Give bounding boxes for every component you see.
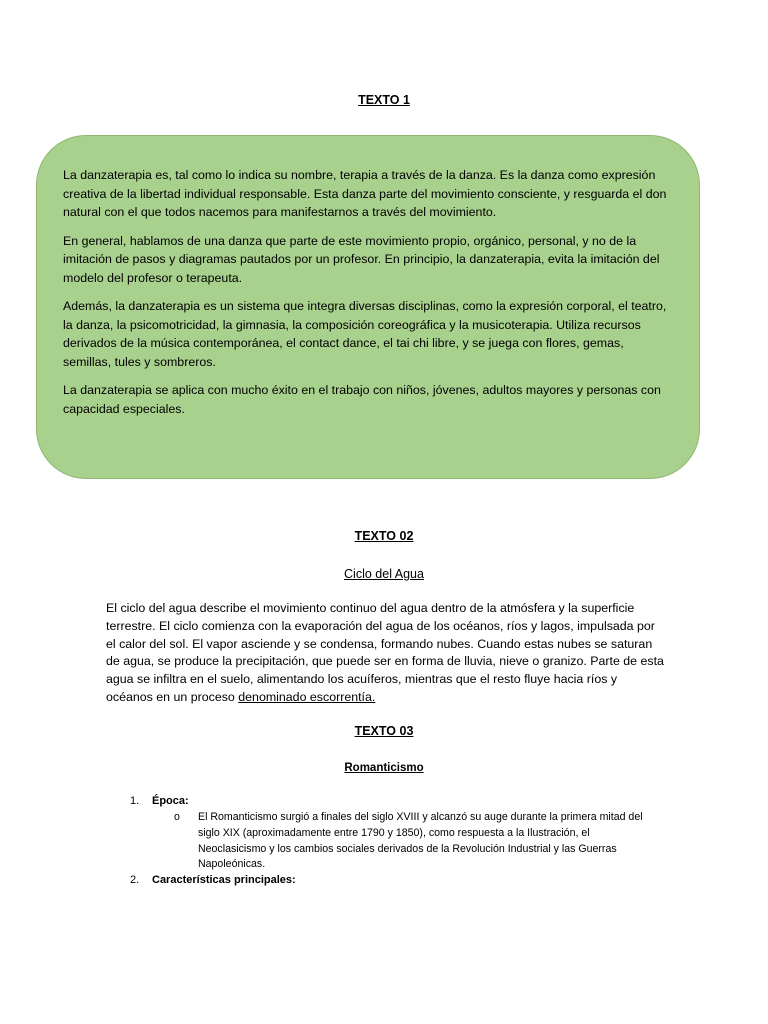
list-item-label: Características principales: (152, 874, 296, 887)
list-item (130, 794, 670, 809)
list-item-label: Época: (152, 795, 189, 807)
list-item-number: 1. (130, 795, 140, 807)
texto1-heading: TEXTO 1 (358, 93, 410, 107)
texto1-paragraph-3: Además, la danzaterapia es un sistema que integra diversas disciplinas, como la expresión corporal, el teatro, la danza, la psicomotricidad, la gimnasia, la composición coreográfica y la musicoterapia. Utiliza recursos derivados de la música contemporánea, el contact dance, el tai chi libre, y se juega con flores, gemas, semillas, tules y sombreros. (63, 299, 667, 369)
texto1-callout-box (36, 135, 700, 479)
sub-list-bullet: o (174, 811, 180, 823)
sub-list-item (174, 810, 670, 873)
texto1-paragraph-1: La danzaterapia es, tal como lo indica su nombre, terapia a través de la danza. Es la danza como expresión creativa de la libertad individual responsable. Esta danza parte del movimiento consciente, y resguarda el don natural con el que todos nacemos para manifestarnos a través del movimiento. (63, 168, 667, 219)
list-item (130, 873, 670, 888)
texto2-body-text: El ciclo del agua describe el movimiento continuo del agua dentro de la atmósfera y la superficie terrestre. El ciclo comienza con la evaporación del agua de los océanos, ríos y lagos, impulsada por el calor del sol. El vapor asciende y se condensa, formando nubes. Cuando estas nubes se saturan de agua, se produce la precipitación, que puede ser en forma de lluvia, nieve o granizo. Parte de esta agua se infiltra en el suelo, alimentando los acuíferos, mientras que el resto fluye hacia ríos y océanos en un proceso (106, 601, 664, 704)
texto3-heading: TEXTO 03 (354, 724, 414, 738)
texto2-subheading: Ciclo del Agua (344, 567, 424, 581)
list-item-number: 2. (130, 874, 140, 887)
texto3-subheading: Romanticismo (344, 762, 424, 774)
texto2-heading: TEXTO 02 (354, 529, 414, 543)
texto3-list (130, 794, 670, 888)
texto2-body (106, 600, 664, 707)
texto2-body-underlined: denominado escorrentía. (238, 689, 376, 704)
sub-list-text: El Romanticismo surgió a finales del siglo XVIII y alcanzó su auge durante la primera mitad del siglo XIX (aproximadamente entre 1790 y 1850), como respuesta a la Ilustración, el Neoclasicismo y los cambios sociales derivados de la Revolución Industrial y las Guerras Napoleónicas. (198, 811, 643, 871)
texto1-paragraph-4: La danzaterapia se aplica con mucho éxito en el trabajo con niños, jóvenes, adultos mayores y personas con capacidad especiales. (63, 383, 661, 416)
texto1-paragraph-2: En general, hablamos de una danza que parte de este movimiento propio, orgánico, personal, y no de la imitación de pasos y diagramas pautados por un profesor. En principio, la danzaterapia, evita la imitación del modelo del profesor o terapeuta. (63, 233, 660, 285)
